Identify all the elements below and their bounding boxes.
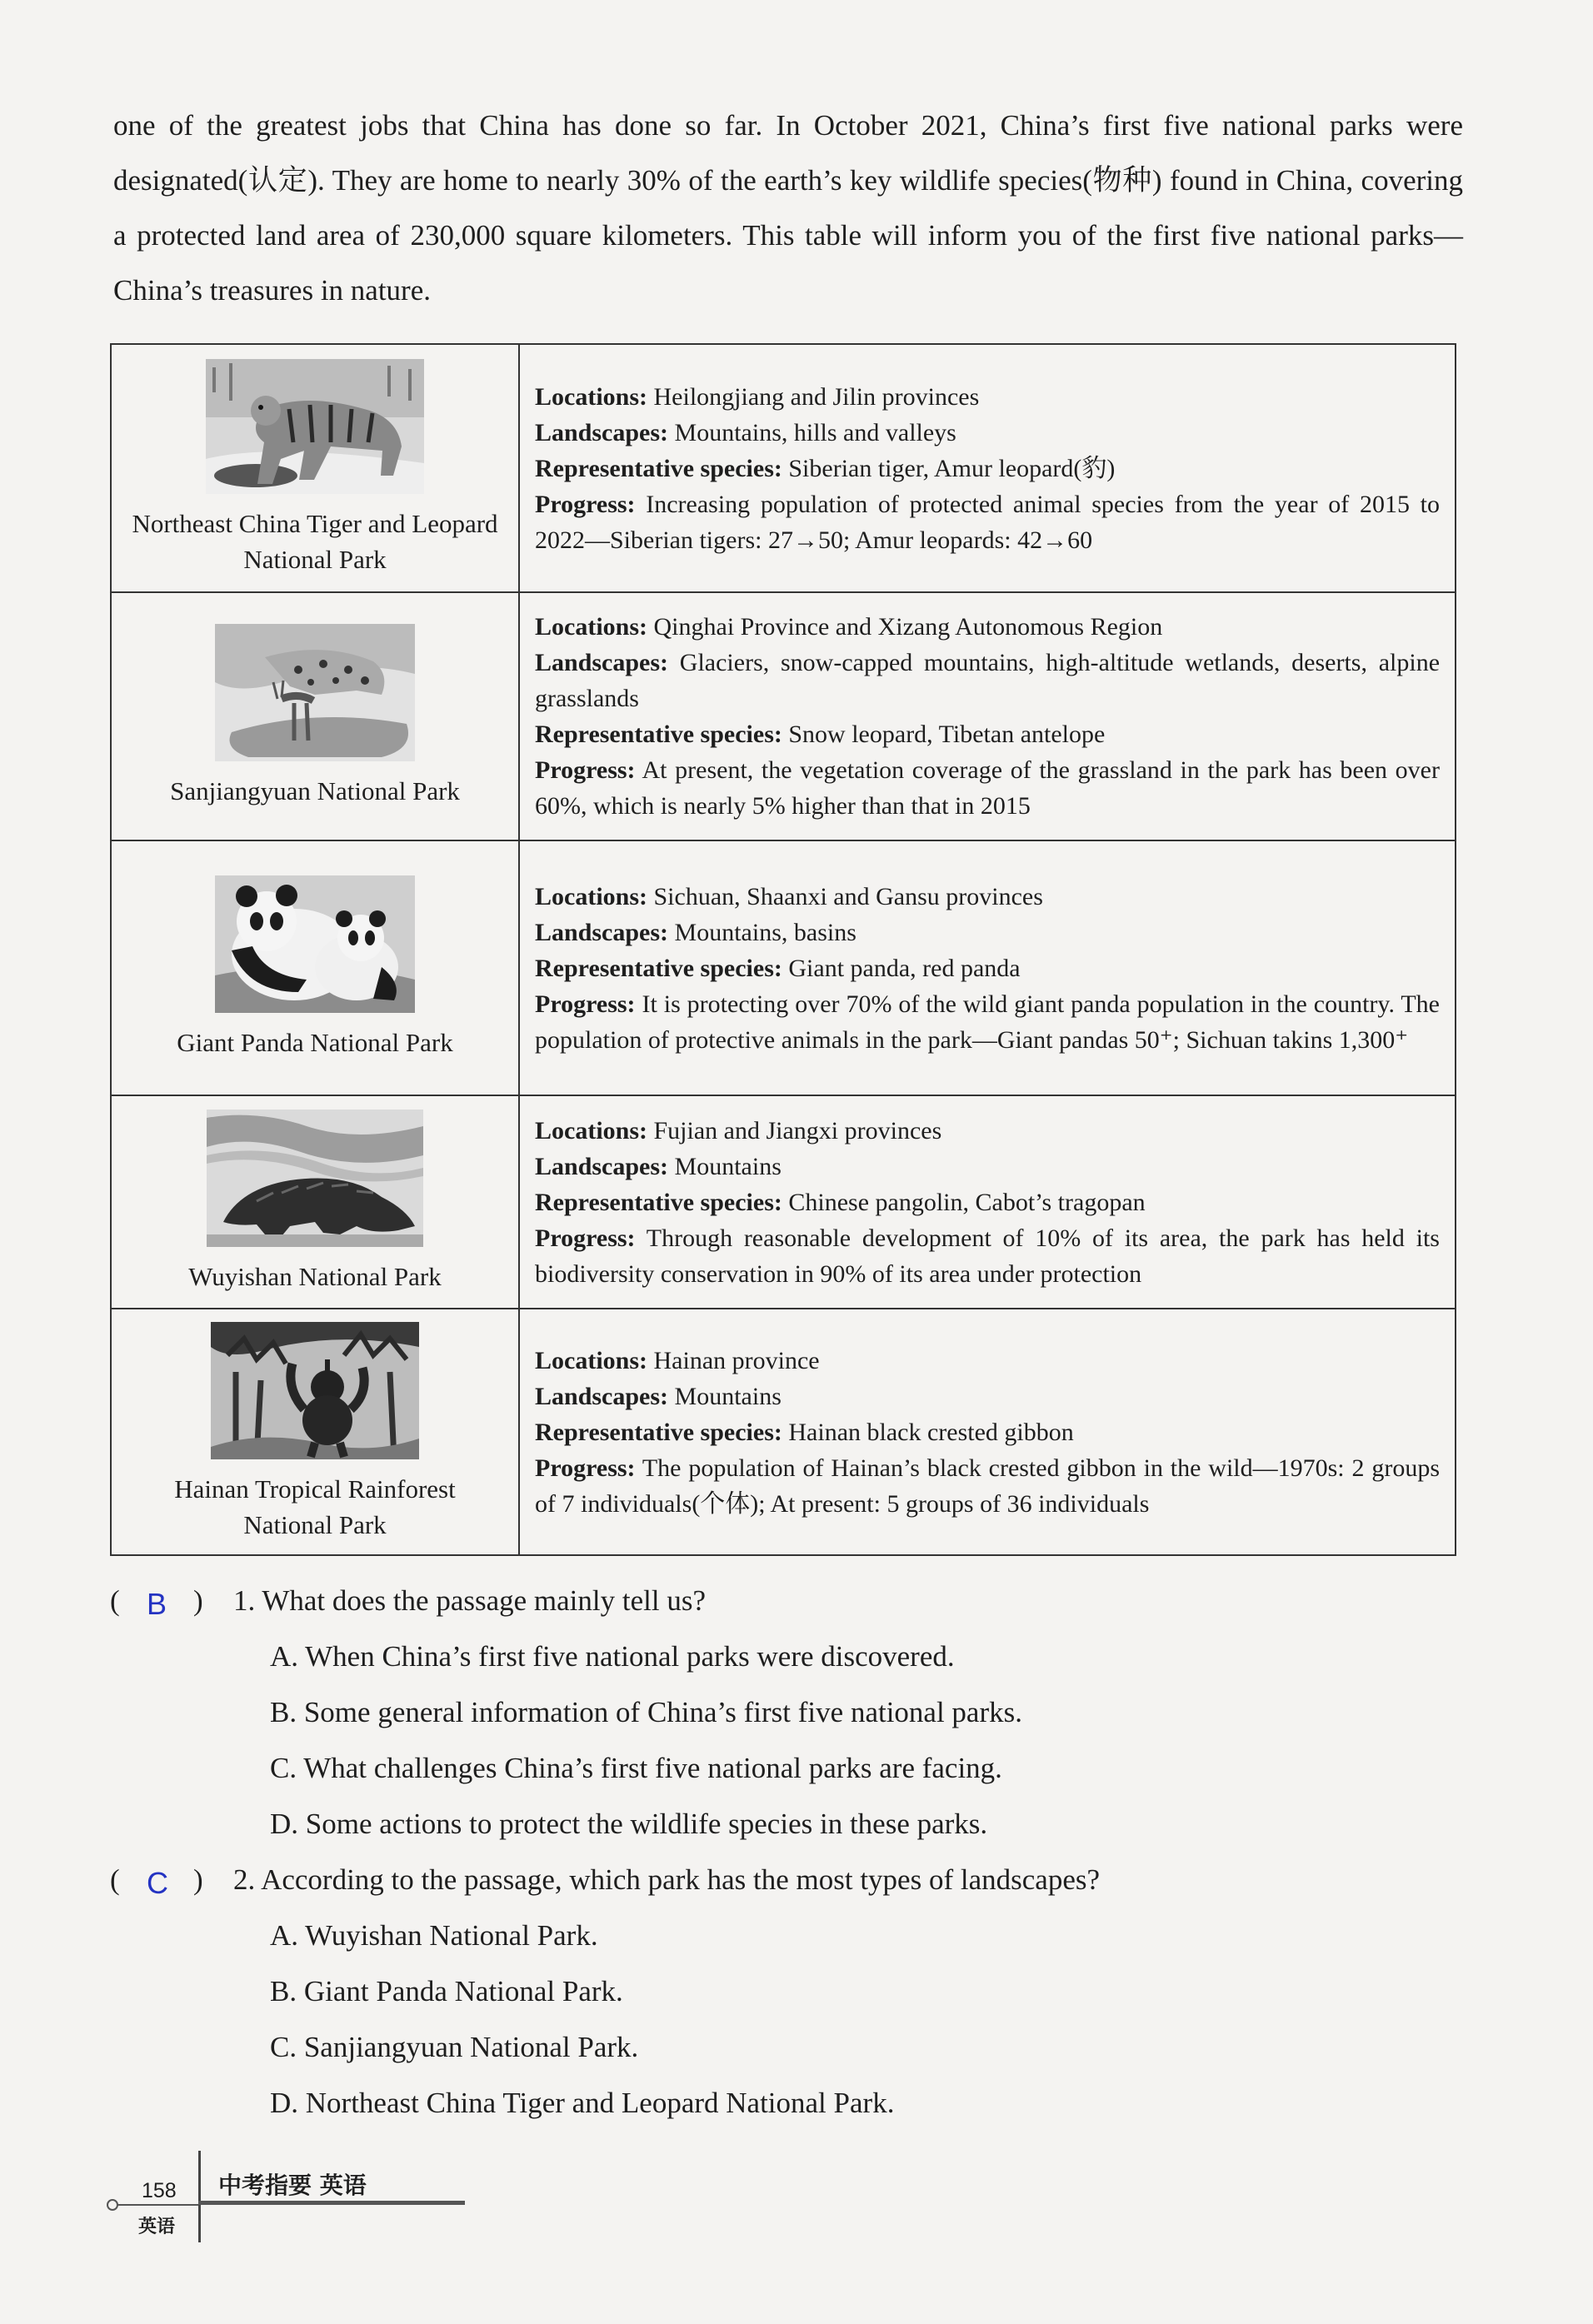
park-progress: The population of Hainan’s black crested gibbon in the wild—1970s: 2 groups of 7 individuals(个体); At present: 5 groups of 36 individuals — [535, 1454, 1440, 1518]
table-row — [111, 1095, 1456, 1309]
park-name: Sanjiangyuan National Park — [170, 776, 460, 805]
park-name: Giant Panda National Park — [177, 1028, 453, 1057]
questions-section — [110, 1573, 1460, 2131]
park-landscapes: Glaciers, snow-capped mountains, high-altitude wetlands, deserts, alpine grasslands — [535, 649, 1441, 712]
landscapes-label: Landscapes: — [535, 418, 669, 446]
locations-label: Locations: — [535, 1116, 647, 1145]
page-footer — [107, 2151, 465, 2242]
table-row — [111, 344, 1456, 592]
park-progress: At present, the vegetation coverage of the grassland in the park has been over 60%, which is nearly 5% higher than that in 2015 — [535, 756, 1440, 820]
park-progress: Through reasonable development of 10% of its area, the park has held its biodiversity conservation in 90% of its area under protection — [535, 1224, 1440, 1288]
park-locations: Fujian and Jiangxi provinces — [653, 1116, 942, 1145]
park-name: Hainan Tropical Rainforest National Park — [174, 1474, 456, 1539]
footer-circle-icon — [107, 2199, 118, 2211]
locations-label: Locations: — [535, 882, 647, 910]
park-info-cell — [519, 840, 1456, 1095]
option-d: D. Some actions to protect the wildlife species in these parks. — [270, 1808, 988, 1840]
pangolin-icon — [207, 1110, 423, 1247]
book-title: 中考指要 英语 — [218, 2172, 367, 2199]
park-landscapes: Mountains — [674, 1152, 782, 1180]
park-progress: Increasing population of protected animal species from the year of 2015 to 2022—Siberian tigers: 27→50; Amur leopards: 42→60 — [535, 490, 1440, 554]
question-text: 1. What does the passage mainly tell us? — [233, 1584, 706, 1617]
park-locations: Heilongjiang and Jilin provinces — [653, 382, 980, 411]
park-species: Chinese pangolin, Cabot’s tragopan — [788, 1188, 1146, 1216]
question-text: 2. According to the passage, which park has the most types of landscapes? — [233, 1863, 1101, 1896]
species-label: Representative species: — [535, 1418, 782, 1446]
locations-label: Locations: — [535, 382, 647, 411]
progress-label: Progress: — [535, 756, 636, 784]
park-landscapes: Mountains — [674, 1382, 782, 1410]
footer-divider — [198, 2151, 201, 2242]
park-locations: Qinghai Province and Xizang Autonomous Region — [653, 613, 1163, 641]
snow-leopard-icon — [215, 624, 415, 761]
table-row — [111, 1309, 1456, 1555]
option-c: C. Sanjiangyuan National Park. — [270, 2031, 639, 2063]
question: ( B ) 1. What does the passage mainly tell us? — [110, 1573, 1460, 1628]
park-name: Northeast China Tiger and Leopard National Park — [132, 509, 498, 574]
park-species: Giant panda, red panda — [788, 954, 1021, 982]
locations-label: Locations: — [535, 613, 647, 641]
question: ( C ) 2. According to the passage, which park has the most types of landscapes? — [110, 1852, 1460, 1908]
option-c: C. What challenges China’s first five national parks are facing. — [270, 1752, 1002, 1784]
park-locations: Hainan province — [653, 1346, 820, 1374]
park-info-cell — [519, 592, 1456, 840]
landscapes-label: Landscapes: — [535, 649, 669, 676]
park-image-cell — [111, 1309, 519, 1555]
option-d: D. Northeast China Tiger and Leopard National Park. — [270, 2087, 895, 2119]
footer-thin-rule — [110, 2204, 198, 2206]
option-a: A. When China’s first five national parks were discovered. — [270, 1640, 955, 1673]
page-number: 158 — [142, 2179, 177, 2202]
park-landscapes: Mountains, basins — [674, 918, 856, 946]
landscapes-label: Landscapes: — [535, 1382, 669, 1410]
park-image-cell — [111, 344, 519, 592]
option-a: A. Wuyishan National Park. — [270, 1919, 598, 1952]
landscapes-label: Landscapes: — [535, 1152, 669, 1180]
national-parks-table — [110, 343, 1456, 1556]
intro-passage — [113, 98, 1463, 318]
progress-label: Progress: — [535, 1224, 636, 1252]
park-species: Hainan black crested gibbon — [788, 1418, 1074, 1446]
park-progress: It is protecting over 70% of the wild giant panda population in the country. The population of protective animals in the park—Giant pandas 50⁺; Sichuan takins 1,300⁺ — [535, 990, 1440, 1054]
tiger-icon — [206, 359, 424, 494]
species-label: Representative species: — [535, 954, 782, 982]
park-species: Snow leopard, Tibetan antelope — [788, 721, 1106, 748]
park-landscapes: Mountains, hills and valleys — [674, 418, 956, 446]
footer-rule — [198, 2201, 465, 2205]
park-image-cell — [111, 592, 519, 840]
intro-text: one of the greatest jobs that China has done so far. In October 2021, China’s first five national parks were designated(认定). They are home to nearly 30% of the earth’s key wildlife species(物种) found in China, covering a protected land area of 230,000 square kilometers. This table will inform you of the first five national parks—China’s treasures in nature. — [113, 109, 1463, 307]
progress-label: Progress: — [535, 1454, 636, 1482]
park-species: Siberian tiger, Amur leopard(豹) — [788, 454, 1116, 482]
landscapes-label: Landscapes: — [535, 918, 669, 946]
locations-label: Locations: — [535, 1346, 647, 1374]
park-image-cell — [111, 840, 519, 1095]
species-label: Representative species: — [535, 721, 782, 748]
park-locations: Sichuan, Shaanxi and Gansu provinces — [653, 882, 1043, 910]
table-row — [111, 592, 1456, 840]
species-label: Representative species: — [535, 454, 782, 482]
park-info-cell — [519, 1309, 1456, 1555]
progress-label: Progress: — [535, 490, 636, 518]
park-image-cell — [111, 1095, 519, 1309]
answer-mark: C — [147, 1866, 168, 1900]
answer-mark: B — [147, 1587, 167, 1621]
park-name: Wuyishan National Park — [188, 1262, 442, 1291]
table-row — [111, 840, 1456, 1095]
option-b: B. Giant Panda National Park. — [270, 1975, 623, 2007]
park-info-cell — [519, 344, 1456, 592]
park-info-cell — [519, 1095, 1456, 1309]
panda-icon — [215, 875, 415, 1013]
option-b: B. Some general information of China’s first five national parks. — [270, 1696, 1022, 1728]
progress-label: Progress: — [535, 990, 636, 1018]
gibbon-icon — [211, 1322, 419, 1459]
subject-label: 英语 — [138, 2217, 176, 2237]
species-label: Representative species: — [535, 1188, 782, 1216]
